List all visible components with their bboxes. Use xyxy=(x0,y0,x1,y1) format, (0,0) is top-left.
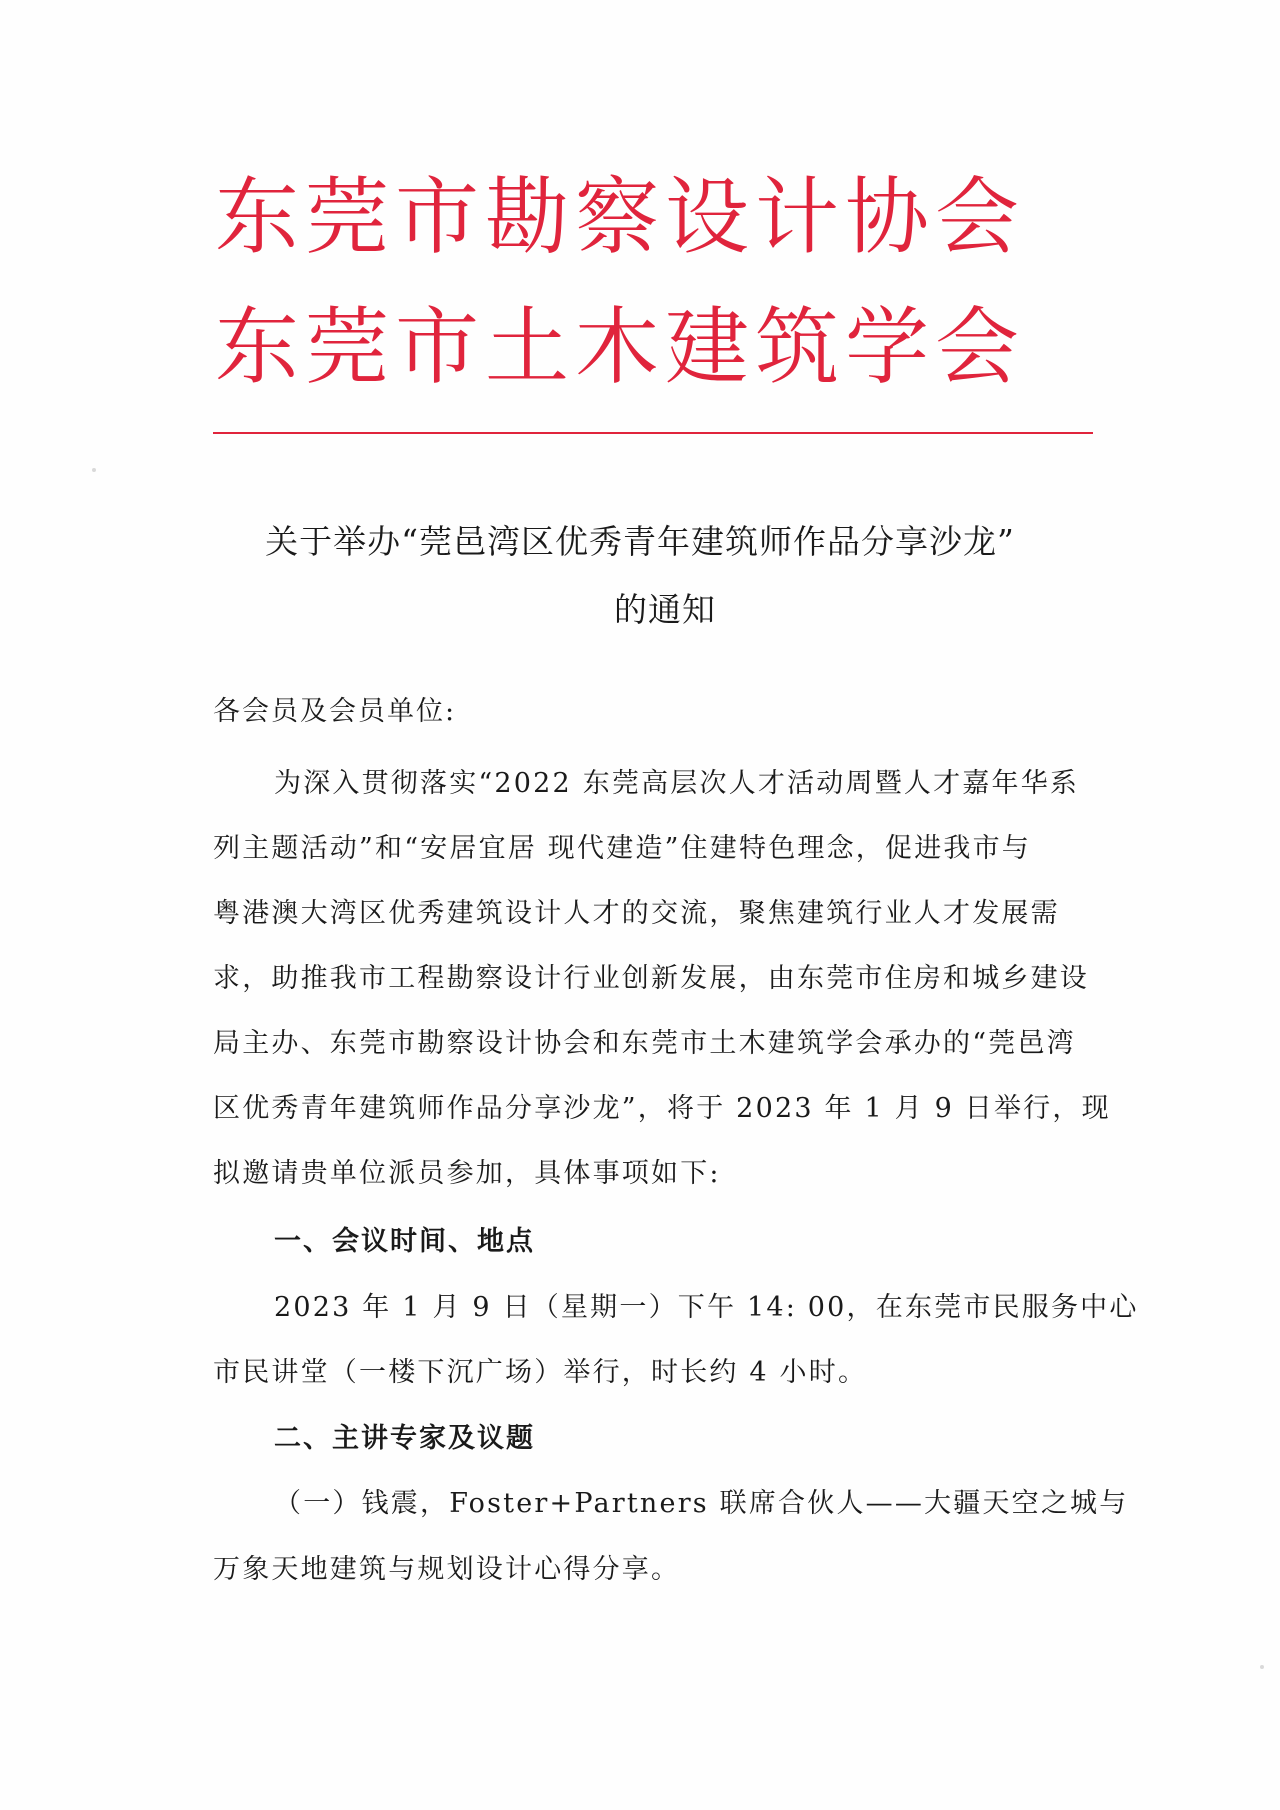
intro-line: 局主办、东莞市勘察设计协会和东莞市土木建筑学会承办的“莞邑湾 xyxy=(213,1028,1076,1059)
intro-line: 列主题活动”和“安居宜居 现代建造”住建特色理念，促进我市与 xyxy=(213,833,1031,864)
scan-speck xyxy=(92,468,96,472)
intro-line: 为深入贯彻落实“2022 东莞高层次人才活动周暨人才嘉年华系 xyxy=(274,768,1080,799)
section1-line: 市民讲堂（一楼下沉广场）举行，时长约 4 小时。 xyxy=(213,1357,868,1388)
intro-line: 区优秀青年建筑师作品分享沙龙”，将于 2023 年 1 月 9 日举行，现 xyxy=(213,1093,1111,1124)
salutation: 各会员及会员单位: xyxy=(213,696,457,727)
section2-line: （一）钱震，Foster+Partners 联席合伙人——大疆天空之城与 xyxy=(274,1488,1129,1519)
intro-line: 求，助推我市工程勘察设计行业创新发展，由东莞市住房和城乡建设 xyxy=(213,963,1089,994)
notice-title-line-2: 的通知 xyxy=(614,590,716,629)
letterhead-org-2: 东莞市土木建筑学会 xyxy=(215,298,1026,396)
intro-line: 粤港澳大湾区优秀建筑设计人才的交流，聚焦建筑行业人才发展需 xyxy=(213,898,1060,929)
scan-speck xyxy=(1260,1665,1264,1669)
intro-line: 拟邀请贵单位派员参加，具体事项如下: xyxy=(213,1158,721,1189)
section-heading-time-place: 一、会议时间、地点 xyxy=(274,1226,535,1257)
letterhead-org-1: 东莞市勘察设计协会 xyxy=(215,168,1026,266)
letterhead-divider xyxy=(213,432,1093,434)
section1-line: 2023 年 1 月 9 日（星期一）下午 14: 00，在东莞市民服务中心 xyxy=(274,1292,1139,1323)
notice-title-line-1: 关于举办“莞邑湾区优秀青年建筑师作品分享沙龙” xyxy=(265,522,1015,561)
section2-line: 万象天地建筑与规划设计心得分享。 xyxy=(213,1554,681,1585)
section-heading-speakers: 二、主讲专家及议题 xyxy=(274,1423,535,1454)
